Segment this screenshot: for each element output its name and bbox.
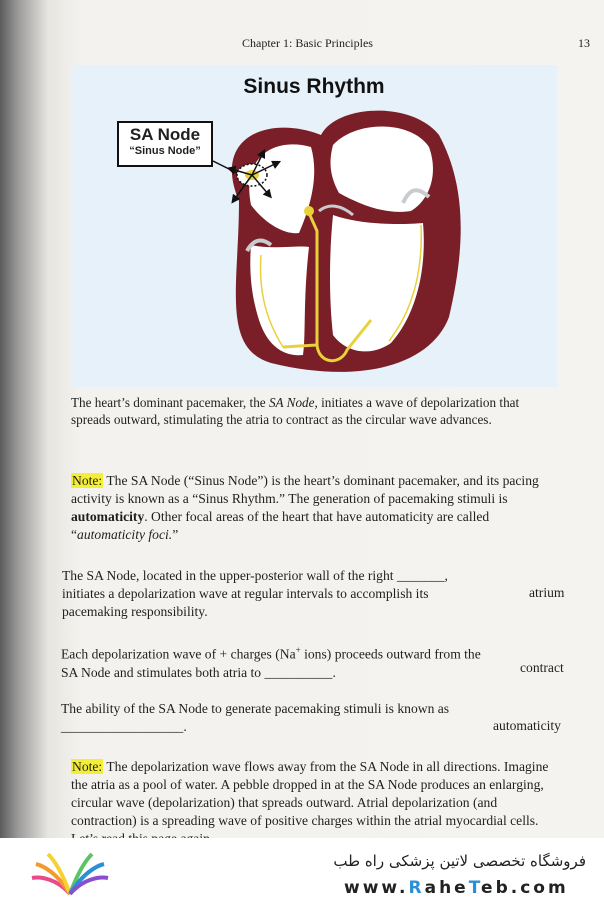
page-number: 13 — [578, 36, 590, 50]
question-1: The SA Node, located in the upper-posterior wall of the right _______, initiates a depolarization wave at regular intervals to accomplish its pacemaking responsibility. — [62, 568, 448, 619]
watermark-footer — [0, 838, 604, 906]
question-2-superscript: + — [295, 645, 301, 655]
note-highlight-2: Note: — [72, 759, 103, 774]
question-3: The ability of the SA Node to generate pacemaking stimuli is known as __________________. — [61, 701, 450, 734]
note-bold-term: automaticity — [71, 509, 145, 524]
figure-title: Sinus Rhythm — [243, 75, 385, 98]
av-node — [304, 206, 314, 216]
sa-node-label-box — [117, 121, 213, 167]
chapter-header: Chapter 1: Basic Principles — [242, 36, 373, 50]
store-url[interactable]: www.RaheTeb.com — [344, 878, 569, 898]
answer-2: contract — [520, 660, 564, 675]
heart-diagram — [71, 65, 557, 387]
answer-3: automaticity — [493, 718, 561, 733]
note-italic-term: automaticity foci. — [77, 527, 173, 542]
caption-text-end: initiates a wave of depolarization that spreads outward, stimulating the atria to contract as the circular wave advances. — [71, 395, 520, 427]
question-2-text: Each depolarization wave of + charges (Na — [61, 646, 296, 662]
note-highlight: Note: — [72, 473, 103, 488]
sa-node-label: SA Node — [129, 125, 201, 144]
caption-text: The heart’s dominant pacemaker, the — [71, 395, 269, 410]
question-2 — [61, 641, 481, 682]
question-2-text-end: ions) proceeds outward from the SA Node and stimulates both atria to __________. — [61, 646, 481, 680]
caption-italic: SA Node, — [268, 395, 318, 410]
book-logo-icon — [28, 850, 112, 898]
store-name: فروشگاه تخصصی لاتین پزشکی راه طب — [333, 852, 586, 870]
note-text-mid: . Other focal areas of the heart that have automaticity are called “ — [71, 509, 490, 542]
answer-1: atrium — [529, 585, 565, 600]
sinus-node-label: “Sinus Node” — [129, 145, 201, 157]
note-text-end: ” — [172, 527, 179, 542]
sinus-rhythm-figure — [71, 65, 557, 387]
note-text-2: The depolarization wave flows away from the SA Node in all directions. Imagine the atria as a pool of water. A pebble dropped in at the SA Node produces an enlarging, circular wave (depolarization) that spreads outward. Atrial depolarization (and contraction) is a spreading wave of positive charges within the atrial myocardial cells. — [71, 759, 549, 828]
note-paragraph-1 — [71, 472, 551, 544]
note-paragraph-2 — [71, 758, 551, 848]
figure-caption — [71, 394, 561, 428]
note-text: The SA Node (“Sinus Node”) is the heart’s dominant pacemaker, and its pacing activity is known as a “Sinus Rhythm.” The generation of pacemaking stimuli is — [71, 473, 539, 506]
